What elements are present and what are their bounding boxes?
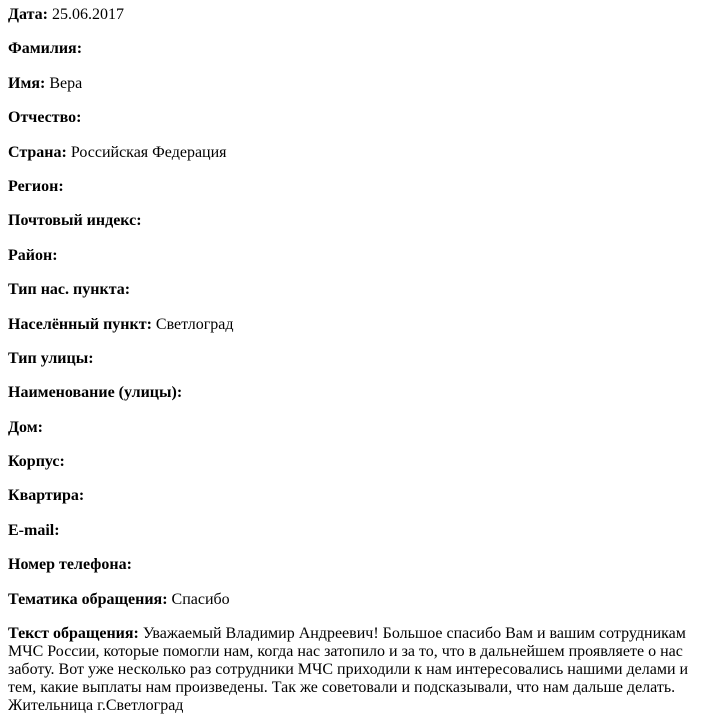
field-row <box>8 625 698 715</box>
field-row <box>8 591 698 609</box>
field-value: Вера <box>49 74 83 92</box>
field-label: Наименование (улицы): <box>8 384 183 402</box>
field-row <box>8 384 698 402</box>
field-row <box>8 212 698 230</box>
field-row <box>8 75 698 93</box>
field-label: Дата: <box>8 6 48 23</box>
field-label: Имя: <box>8 74 46 92</box>
field-row <box>8 6 698 24</box>
field-label: Населённый пункт: <box>8 315 152 333</box>
field-label: Номер телефона: <box>8 556 132 574</box>
field-label: Тематика обращения: <box>8 590 168 608</box>
field-label: E-mail: <box>8 521 60 539</box>
field-row <box>8 522 698 540</box>
field-row <box>8 40 698 58</box>
field-label: Квартира: <box>8 487 85 505</box>
field-row <box>8 144 698 162</box>
field-row <box>8 487 698 505</box>
field-label: Фамилия: <box>8 40 83 58</box>
field-value: Спасибо <box>171 590 230 608</box>
field-row <box>8 453 698 471</box>
field-row <box>8 419 698 437</box>
field-label: Регион: <box>8 177 64 195</box>
field-row <box>8 350 698 368</box>
field-row <box>8 556 698 574</box>
field-row <box>8 247 698 265</box>
field-value: Уважаемый Владимир Андреевич! Большое спасибо Вам и вашим сотрудникам МЧС России, которые помогли нам, когда нас затопило и за то, что в дальнейшем проявляете о нас заботу. Вот уже несколько раз сотрудники МЧС приходили к нам интересовались нашими делами и тем, какие выплаты нам произведены. Так же советовали и подсказывали, что нам дальше делать. Жительница г.Светлоград <box>8 625 689 715</box>
field-label: Дом: <box>8 418 43 436</box>
field-label: Отчество: <box>8 109 82 127</box>
field-row <box>8 281 698 299</box>
field-value: Российская Федерация <box>70 143 227 161</box>
field-value: 25.06.2017 <box>51 6 124 23</box>
field-label: Тип улицы: <box>8 349 94 367</box>
field-label: Текст обращения: <box>8 625 139 643</box>
field-label: Корпус: <box>8 453 65 471</box>
field-row <box>8 109 698 127</box>
field-row <box>8 316 698 334</box>
field-label: Страна: <box>8 143 67 161</box>
field-value: Светлоград <box>155 315 234 333</box>
field-label: Район: <box>8 246 58 264</box>
field-label: Тип нас. пункта: <box>8 281 131 299</box>
field-label: Почтовый индекс: <box>8 212 142 230</box>
field-row <box>8 178 698 196</box>
